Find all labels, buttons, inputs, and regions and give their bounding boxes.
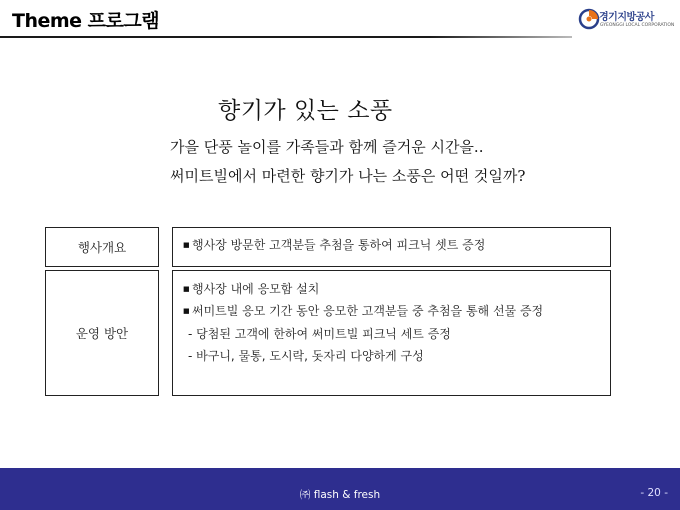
logo-emblem-icon (578, 8, 600, 30)
table-label-operation (45, 270, 159, 396)
slide-subtitle-line-2: 써미트빌에서 마련한 향기가 나는 소풍은 어떤 것일까? (170, 167, 526, 185)
header-title: Theme 프로그램 (12, 10, 160, 32)
sub-list-item: - 당첨된 고객에 한하여 써미트빌 피크닉 세트 증정 (188, 326, 451, 341)
table-content-operation (172, 270, 611, 396)
square-bullet-icon: ■ (183, 307, 190, 316)
slide-footer (0, 468, 680, 510)
page-number: - 20 - (640, 487, 668, 499)
table-label-text: 운영 방안 (75, 326, 129, 341)
table-content-overview (172, 227, 611, 267)
table-label-text: 행사개요 (77, 240, 127, 255)
footer-tagline: ㈜ flash & fresh (299, 489, 381, 501)
list-item (183, 237, 600, 254)
list-item-text: 행사장 내에 응모함 설치 (192, 282, 320, 296)
slide-subtitle-line-1: 가을 단풍 놀이를 가족들과 함께 즐거운 시간을.. (170, 138, 484, 156)
list-item (183, 281, 600, 298)
list-item-text: 써미트빌 응모 기간 동안 응모한 고객분들 중 추첨을 통해 선물 증정 (192, 304, 544, 319)
square-bullet-icon: ■ (183, 241, 190, 249)
sub-list-item: - 바구니, 물통, 도시락, 돗자리 다양하게 구성 (188, 349, 424, 364)
logo-subtext: GYEONGGI LOCAL CORPORATION (600, 23, 675, 28)
list-item (183, 303, 600, 320)
table-label-overview (45, 227, 159, 267)
logo-name: 경기지방공사 (599, 12, 654, 23)
slide-title: 향기가 있는 소풍 (218, 98, 393, 124)
square-bullet-icon: ■ (183, 285, 190, 293)
list-item-text: 행사장 방문한 고객분들 추첨을 통하여 피크닉 셋트 증정 (192, 238, 486, 252)
company-logo (578, 6, 675, 36)
header-divider-fade (430, 36, 572, 38)
